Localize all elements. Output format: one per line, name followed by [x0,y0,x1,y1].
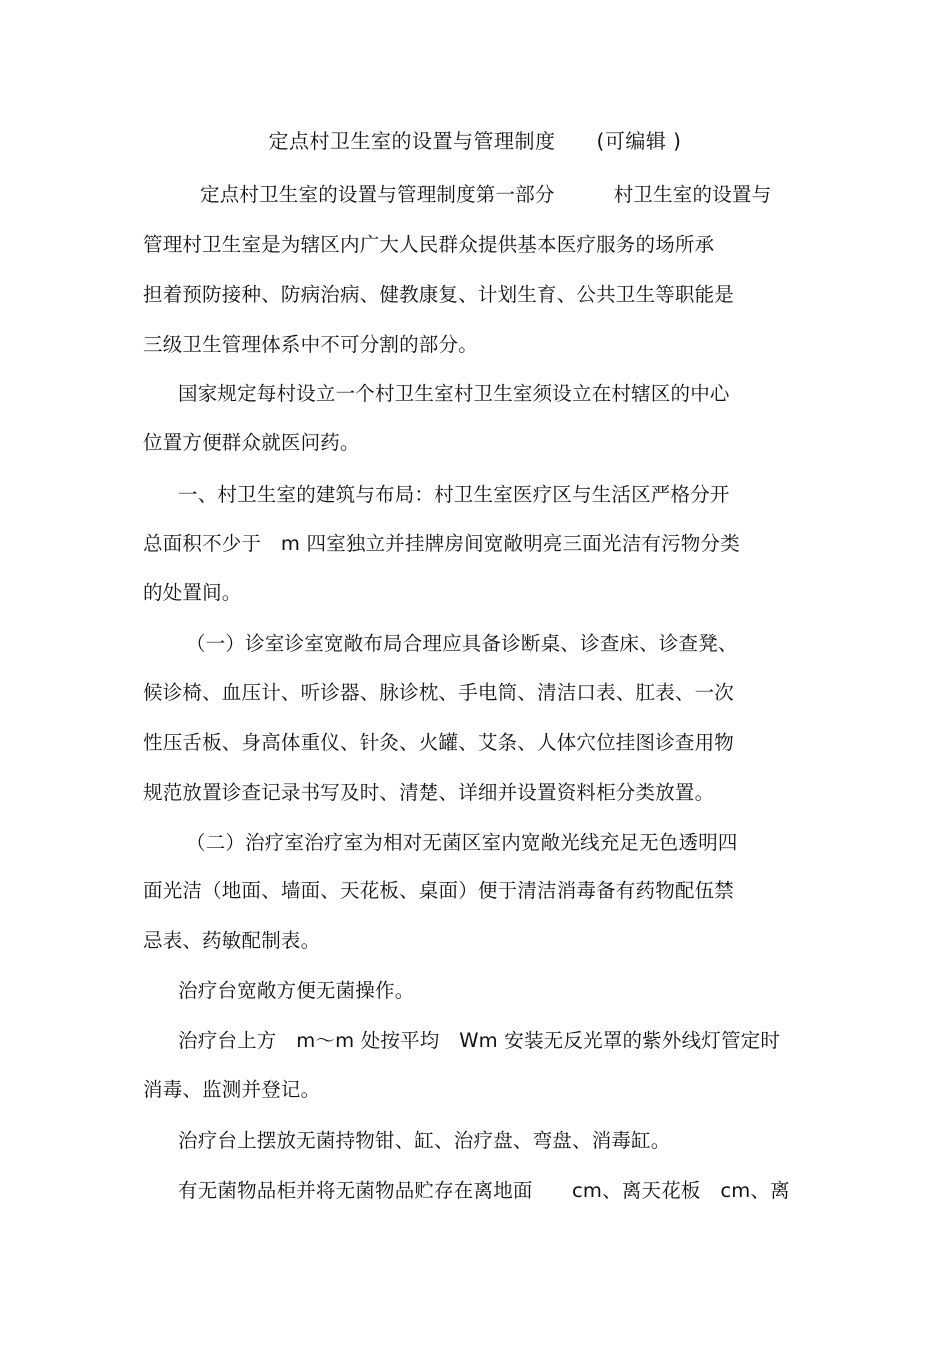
paragraph-line: 性压舌板、身高体重仪、针灸、火罐、艾条、人体穴位挂图诊查用物 [143,731,735,754]
paragraph-line: 治疗台宽敞方便无菌操作。 [178,979,415,1002]
paragraph-line: 治疗台上方 m～m 处按平均 Wm 安装无反光罩的紫外线灯管定时 [178,1029,781,1052]
paragraph-line: 面光洁（地面、墙面、天花板、桌面）便于清洁消毒备有药物配伍禁 [143,879,735,902]
paragraph-line: 总面积不少于 m 四室独立并挂牌房间宽敞明亮三面光洁有污物分类 [143,532,740,555]
paragraph-line: 定点村卫生室的设置与管理制度第一部分 村卫生室的设置与 [200,183,772,206]
paragraph-line: 位置方便群众就医问药。 [143,431,360,454]
document-title: 定点村卫生室的设置与管理制度 (可编辑 ) [268,129,682,153]
paragraph-line: （二）治疗室治疗室为相对无菌区室内宽敞光线充足无色透明四 [186,831,738,854]
paragraph-line: 忌表、药敏配制表。 [143,929,321,952]
paragraph-line: 的处置间。 [143,581,242,604]
paragraph-line: 规范放置诊查记录书写及时、清楚、详细并设置资料柜分类放置。 [143,781,715,804]
paragraph-line: 治疗台上摆放无菌持物钳、缸、治疗盘、弯盘、消毒缸。 [178,1129,671,1152]
paragraph-line: 有无菌物品柜并将无菌物品贮存在离地面 cm、离天花板 cm、离 [178,1179,790,1202]
paragraph-line: 消毒、监测并登记。 [143,1078,321,1101]
paragraph-line: 管理村卫生室是为辖区内广大人民群众提供基本医疗服务的场所承 [143,233,715,256]
paragraph-line: 三级卫生管理体系中不可分割的部分。 [143,333,478,356]
paragraph-line: 一、村卫生室的建筑与布局：村卫生室医疗区与生活区严格分开 [178,483,730,506]
paragraph-line: 候诊椅、血压计、听诊器、脉诊枕、手电筒、清洁口表、肛表、一次 [143,681,735,704]
paragraph-line: 国家规定每村设立一个村卫生室村卫生室须设立在村辖区的中心 [178,382,730,405]
paragraph-line: 担着预防接种、防病治病、健教康复、计划生育、公共卫生等职能是 [143,283,735,306]
paragraph-line: （一）诊室诊室宽敞布局合理应具备诊断桌、诊查床、诊查凳、 [186,632,738,655]
